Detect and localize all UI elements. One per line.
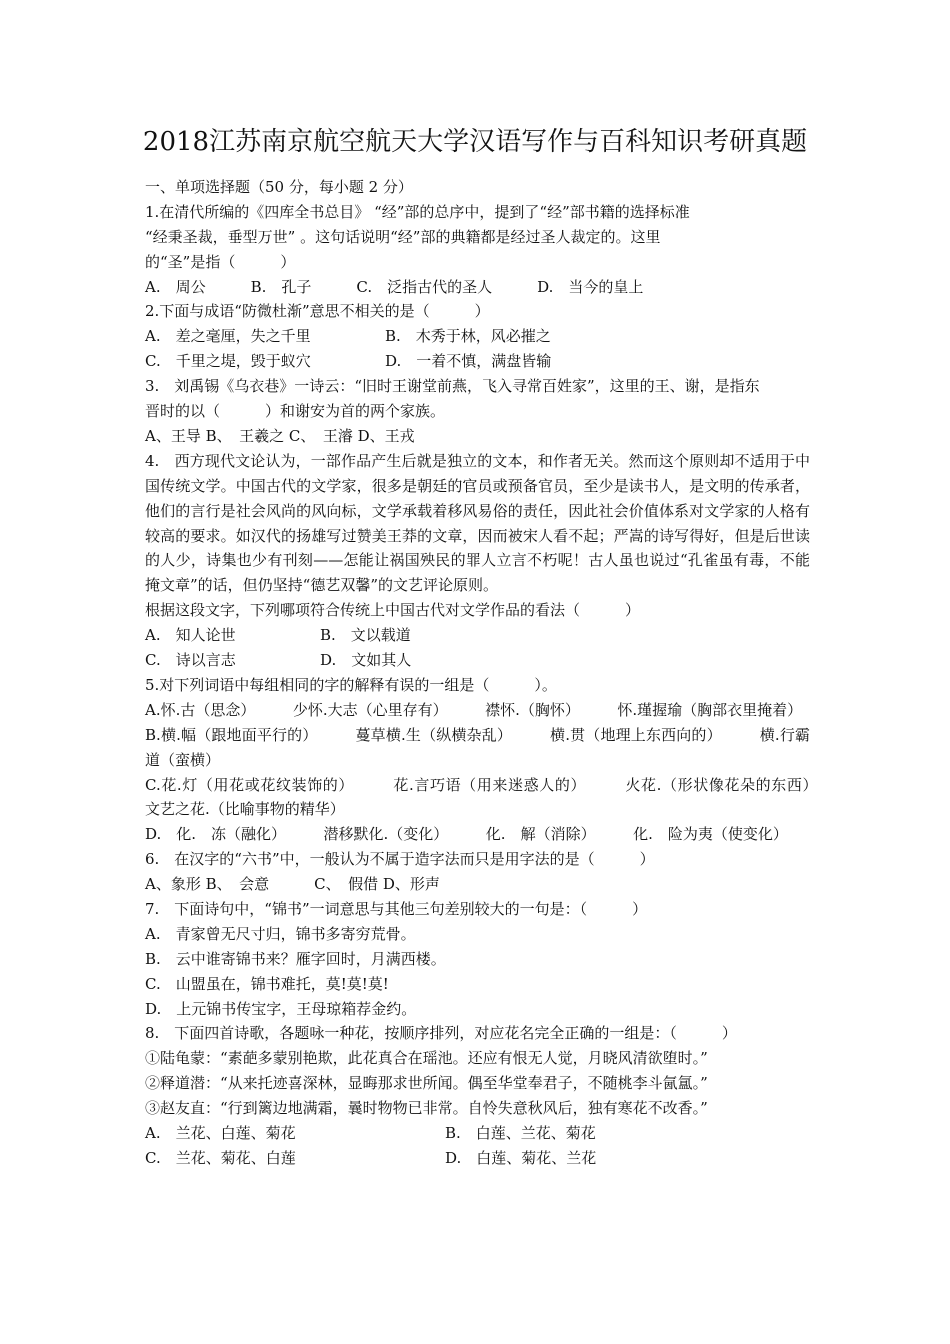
q5-option-b: B.横.幅（跟地面平行的） 蔓草横.生（纵横杂乱） 横.贯（地理上东西向的） 横.行霸道（蛮横）	[145, 725, 810, 769]
exam-content	[145, 175, 856, 1171]
q4-option-c: C. 诗以言志	[145, 651, 236, 670]
q7-stem: 7. 下面诗句中，“锦书”一词意思与其他三句差别较大的一句是：（ ）	[145, 900, 648, 918]
q4-option-a: A. 知人论世	[145, 626, 236, 645]
q2-option-b: B. 木秀于林，风必摧之	[385, 327, 551, 346]
q8-option-c: C. 兰花、菊花、白莲	[145, 1148, 296, 1167]
q8-poem-1: ①陆龟蒙：“素葩多蒙别艳欺，此花真合在瑶池。还应有恨无人觉，月晓风清欲堕时。”	[145, 1049, 708, 1068]
q2-option-d: D. 一着不慎，满盘皆输	[385, 352, 552, 371]
q1-options: A. 周公 B. 孔子 C. 泛指古代的圣人 D. 当今的皇上	[145, 277, 644, 296]
q2-option-a: A. 差之毫厘，失之千里	[145, 327, 311, 346]
q3-line-1: 3. 刘禹锡《乌衣巷》一诗云：“旧时王谢堂前燕，飞入寻常百姓家”，这里的王、谢，是指东	[145, 377, 760, 396]
q1-line-1: 1.在清代所编的《四库全书总目》 “经”部的总序中，提到了“经”部书籍的选择标准	[145, 202, 690, 221]
q8-option-a: A. 兰花、白莲、菊花	[145, 1124, 296, 1143]
q1-line-3: 的“圣”是指（ ）	[145, 252, 296, 271]
q4-passage: 4. 西方现代文论认为，一部作品产生后就是独立的文本，和作者无关。然而这个原则却不适用于中国传统文学。中国古代的文学家，很多是朝廷的官员或预备官员，至少是读书人，是文明的传承者，他们的言行是社会风尚的风向标，文学承载着移风易俗的责任，因此社会价值体系对文学家的人格有较高的要求。如汉代的扬雄写过赞美王莽的文章，因而被宋人看不起；严嵩的诗写得好，但是后世读的人少，诗集也少有刊刻——怎能让祸国殃民的罪人立言不朽呢！古人虽也说过“孔雀虽有毒，不能掩文章”的话，但仍坚持“德艺双馨”的文艺评论原则。	[145, 451, 810, 595]
q5-option-a: A.怀.古（思念） 少怀.大志（心里存有） 襟怀.（胸怀） 怀.瑾握瑜（胸部衣里掩着）	[145, 700, 803, 719]
section-heading: 一、单项选择题（50 分，每小题 2 分）	[145, 178, 413, 196]
q7-option-d: D. 上元锦书传宝字，王母琼箱荐金约。	[145, 999, 417, 1018]
q7-option-a: A. 青家曾无尺寸归，锦书多寄穷荒骨。	[145, 924, 416, 943]
q4-options-row-2	[145, 648, 810, 673]
q4-stem: 根据这段文字，下列哪项符合传统上中国古代对文学作品的看法（ ）	[145, 601, 641, 620]
q2-option-c: C. 千里之堤，毁于蚁穴	[145, 352, 311, 371]
q8-poem-2: ②释道潜：“从来托迹喜深林，显晦那求世所闻。偶至华堂奉君子，不随桃李斗氤氲。”	[145, 1074, 708, 1093]
q5-option-c: C.花.灯（用花或花纹装饰的） 花.言巧语（用来迷惑人的） 火花.（形状像花朵的东西） 文艺之花.（比喻事物的精华）	[145, 775, 856, 819]
q8-option-d: D. 白莲、菊花、兰花	[445, 1148, 597, 1167]
q4-option-b: B. 文以载道	[320, 626, 411, 645]
q1-line-2: “经秉圣裁，垂型万世” 。这句话说明“经”部的典籍都是经过圣人裁定的。这里	[145, 227, 661, 246]
page-title: 2018江苏南京航空航天大学汉语写作与百科知识考研真题	[142, 127, 808, 157]
q4-option-d: D. 文如其人	[320, 651, 412, 670]
q4-options-row-1	[145, 623, 810, 648]
q6-options: A、象形 B、 会意 C、 假借 D、形声	[145, 875, 440, 894]
q5-option-d: D. 化. 冻（融化） 潜移默化.（变化） 化. 解（消除） 化. 险为夷（使变化）	[145, 825, 788, 844]
q7-option-b: B. 云中谁寄锦书来？雁字回时，月满西楼。	[145, 949, 446, 968]
q3-options: A、王导 B、 王羲之 C、 王濬 D、王戎	[145, 426, 415, 445]
q8-poem-3: ③赵友直：“行到篱边地满霜，曩时物物已非常。自怜失意秋风后，独有寒花不改香。”	[145, 1099, 708, 1118]
q7-option-c: C. 山盟虽在，锦书难托，莫!莫!莫!	[145, 974, 389, 993]
q2-options-row-2	[145, 349, 810, 374]
q3-line-2: 晋时的以（ ）和谢安为首的两个家族。	[145, 402, 446, 421]
q6-stem: 6. 在汉字的“六书”中，一般认为不属于造字法而只是用字法的是（ ）	[145, 850, 655, 869]
q5-stem: 5.对下列词语中每组相同的字的解释有误的一组是（ ）。	[145, 675, 557, 694]
q8-option-b: B. 白莲、兰花、菊花	[445, 1124, 596, 1143]
q8-stem: 8. 下面四首诗歌，各题咏一种花，按顺序排列，对应花名完全正确的一组是：（ ）	[145, 1024, 737, 1043]
q8-options-row-2	[145, 1146, 810, 1171]
q2-options-row-1	[145, 324, 810, 349]
q2-stem: 2.下面与成语“防微杜渐”意思不相关的是（ ）	[145, 302, 490, 321]
q8-options-row-1	[145, 1121, 810, 1146]
